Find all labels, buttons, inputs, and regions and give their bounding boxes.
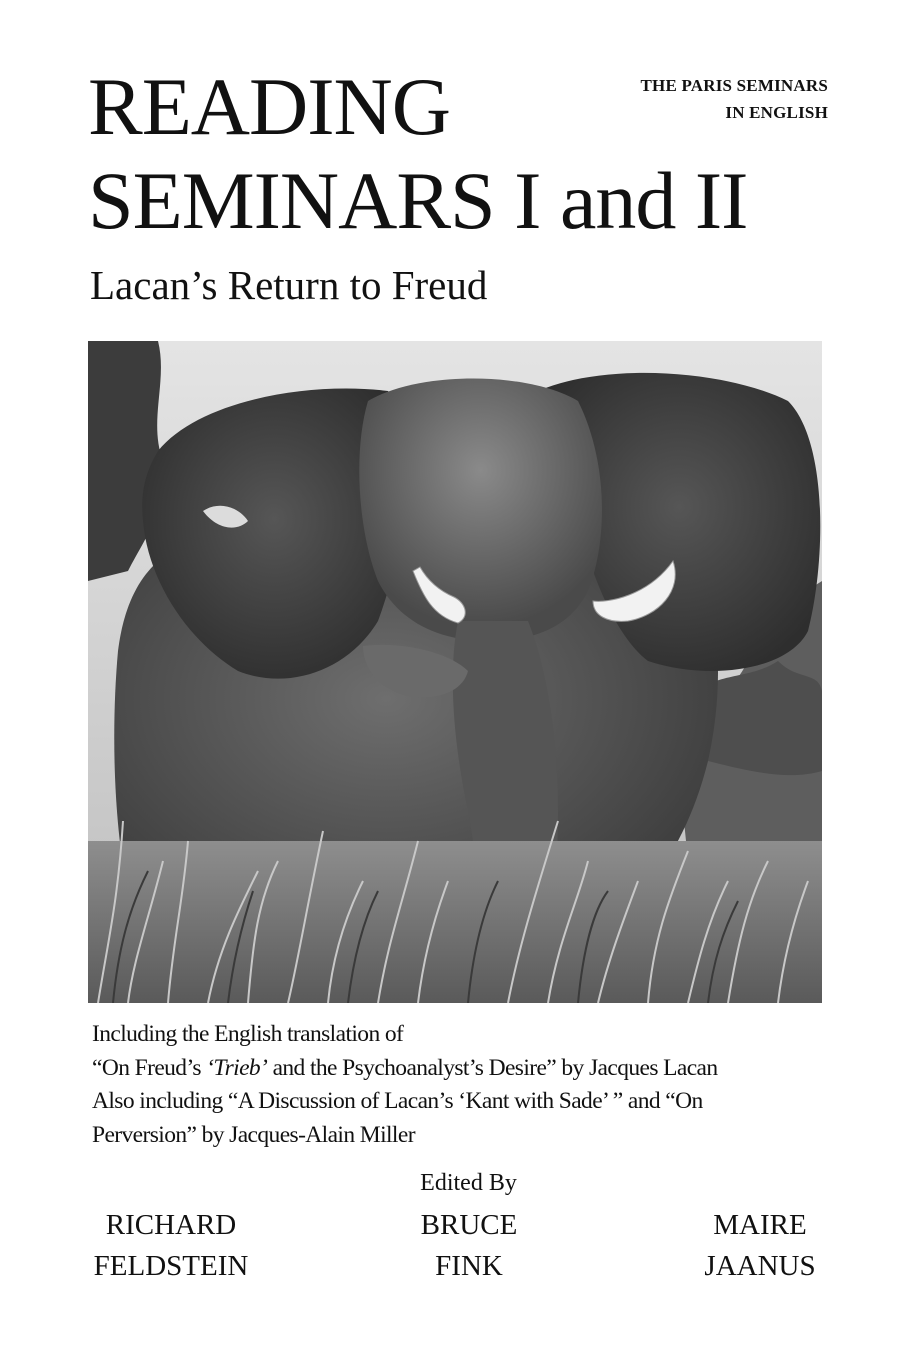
- blurb-trieb-italic: ‘Trieb’: [206, 1054, 268, 1081]
- editor-maire-jaanus: [690, 1205, 830, 1287]
- editor-richard-feldstein: [88, 1205, 254, 1287]
- editor-last-name: JAANUS: [704, 1250, 816, 1282]
- subtitle: Lacan’s Return to Freud: [90, 262, 488, 308]
- blurb-line-1: Including the English translation of: [92, 1021, 404, 1047]
- title-line-reading: READING: [88, 61, 450, 152]
- editor-last-name: FINK: [435, 1250, 503, 1282]
- editor-bruce-fink: [402, 1205, 536, 1287]
- blurb-line-3: Also including “A Discussion of Lacan’s ‘Kant with Sade’ ” and “On: [92, 1088, 703, 1114]
- editor-first-name: MAIRE: [713, 1209, 807, 1241]
- editor-first-name: BRUCE: [420, 1209, 518, 1241]
- editor-first-name: RICHARD: [105, 1209, 237, 1241]
- editor-last-name: FELDSTEIN: [93, 1250, 249, 1282]
- edited-by-label: Edited By: [420, 1170, 517, 1196]
- series-line-2: IN ENGLISH: [725, 103, 828, 122]
- blurb-line-2-start: “On Freud’s: [92, 1054, 207, 1081]
- blurb-line-2: [92, 1052, 832, 1086]
- blurb-line-2-end: and the Psychoanalyst’s Desire” by Jacques Lacan: [267, 1054, 718, 1081]
- contents-blurb: [92, 1018, 832, 1152]
- elephant-photo: [88, 341, 822, 1003]
- title-line-seminars: SEMINARS I and II: [88, 155, 748, 246]
- blurb-line-4: Perversion” by Jacques-Alain Miller: [92, 1121, 415, 1148]
- elephant-head: [359, 379, 602, 642]
- series-label: [641, 72, 829, 126]
- series-line-1: THE PARIS SEMINARS: [640, 76, 828, 95]
